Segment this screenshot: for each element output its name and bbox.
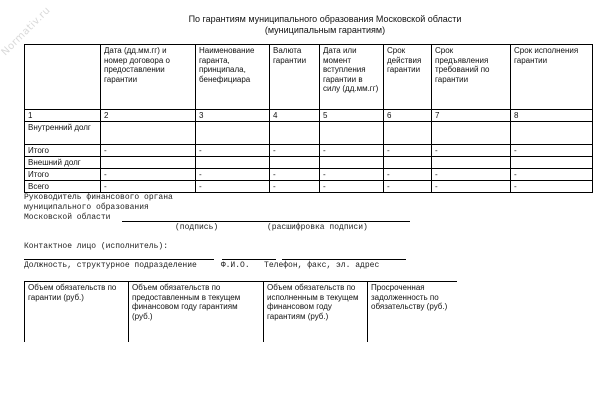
table-cell: - [270,169,320,181]
table-header-row [25,45,593,110]
table-row [25,169,593,181]
column-number: 6 [384,110,432,122]
table-cell: - [320,169,384,181]
phone-underline [282,259,406,260]
table-row [25,157,593,169]
table-cell: - [432,181,511,193]
obligations-header-cell: Просроченная задолженность по обязательству (руб.) [368,282,457,343]
header-cell [25,45,101,110]
table-cell: - [511,169,593,181]
header-cell: Срок предъявления требований по гарантии [432,45,511,110]
table-cell: Внутренний долг [25,122,101,145]
table-cell: - [196,145,270,157]
table-cell [511,157,593,169]
table-cell: - [432,145,511,157]
signature-line-1: Руководитель финансового органа [24,193,173,202]
table-cell: - [101,169,196,181]
table-cell [101,122,196,145]
name-underline [222,259,276,260]
obligations-header-row [25,282,457,343]
column-number: 4 [270,110,320,122]
table-row [25,181,593,193]
table-cell [270,122,320,145]
header-cell: Дата или момент вступления гарантии в силу (дд.мм.гг) [320,45,384,110]
table-cell [384,122,432,145]
signature-underline [122,221,410,222]
table-cell: - [196,181,270,193]
header-cell: Наименование гаранта, принципала, бенефициара [196,45,270,110]
decode-caption: (расшифровка подписи) [267,223,368,232]
header-cell: Дата (дд.мм.гг) и номер договора о предоставлении гарантии [101,45,196,110]
table-cell [101,157,196,169]
contact-label: Контактное лицо (исполнитель): [24,242,169,251]
table-cell: Внешний долг [25,157,101,169]
guarantees-table [24,44,593,193]
signature-line-3: Московской области [24,213,111,222]
title-line-1: По гарантиям муниципального образования Московской области [188,14,462,24]
header-cell: Валюта гарантии [270,45,320,110]
table-cell: - [511,181,593,193]
column-number: 8 [511,110,593,122]
column-number: 1 [25,110,101,122]
page-title [175,14,475,36]
table-cell: - [384,181,432,193]
obligations-header-cell: Объем обязательств по гарантии (руб.) [25,282,129,343]
sign-caption: (подпись) [175,223,219,232]
obligations-header-cell: Объем обязательств по исполненным в текущем финансовом году гарантиям (руб.) [264,282,368,343]
table-cell: - [270,145,320,157]
column-number: 2 [101,110,196,122]
table-cell [511,122,593,145]
table-cell: - [384,169,432,181]
obligations-table [24,281,457,342]
contact-caption: Должность, структурное подразделение Ф.И.О. Телефон, факс, эл. адрес [24,261,380,270]
table-cell: - [270,181,320,193]
table-cell [432,157,511,169]
title-line-2: (муниципальным гарантиям) [264,25,386,35]
header-cell: Срок исполнения гарантии [511,45,593,110]
table-cell [196,122,270,145]
table-cell: Итого [25,145,101,157]
position-underline [24,259,214,260]
table-cell [432,122,511,145]
table-cell: - [101,181,196,193]
obligations-header-cell: Объем обязательств по предоставленным в текущем финансовом году гарантиям (руб.) [129,282,264,343]
table-cell: - [432,169,511,181]
column-number-row [25,110,593,122]
signature-line-2: муниципального образования [24,203,149,212]
watermark: Normativ.ru [0,4,53,59]
table-cell: - [320,181,384,193]
table-row [25,122,593,145]
column-number: 3 [196,110,270,122]
table-cell: - [196,169,270,181]
table-cell [320,157,384,169]
table-cell: Всего [25,181,101,193]
table-cell: - [101,145,196,157]
table-cell: - [320,145,384,157]
table-cell: - [384,145,432,157]
header-cell: Срок действия гарантии [384,45,432,110]
table-cell [270,157,320,169]
table-cell [196,157,270,169]
column-number: 5 [320,110,384,122]
table-cell: - [511,145,593,157]
table-cell [384,157,432,169]
table-row [25,145,593,157]
column-number: 7 [432,110,511,122]
table-cell: Итого [25,169,101,181]
table-cell [320,122,384,145]
